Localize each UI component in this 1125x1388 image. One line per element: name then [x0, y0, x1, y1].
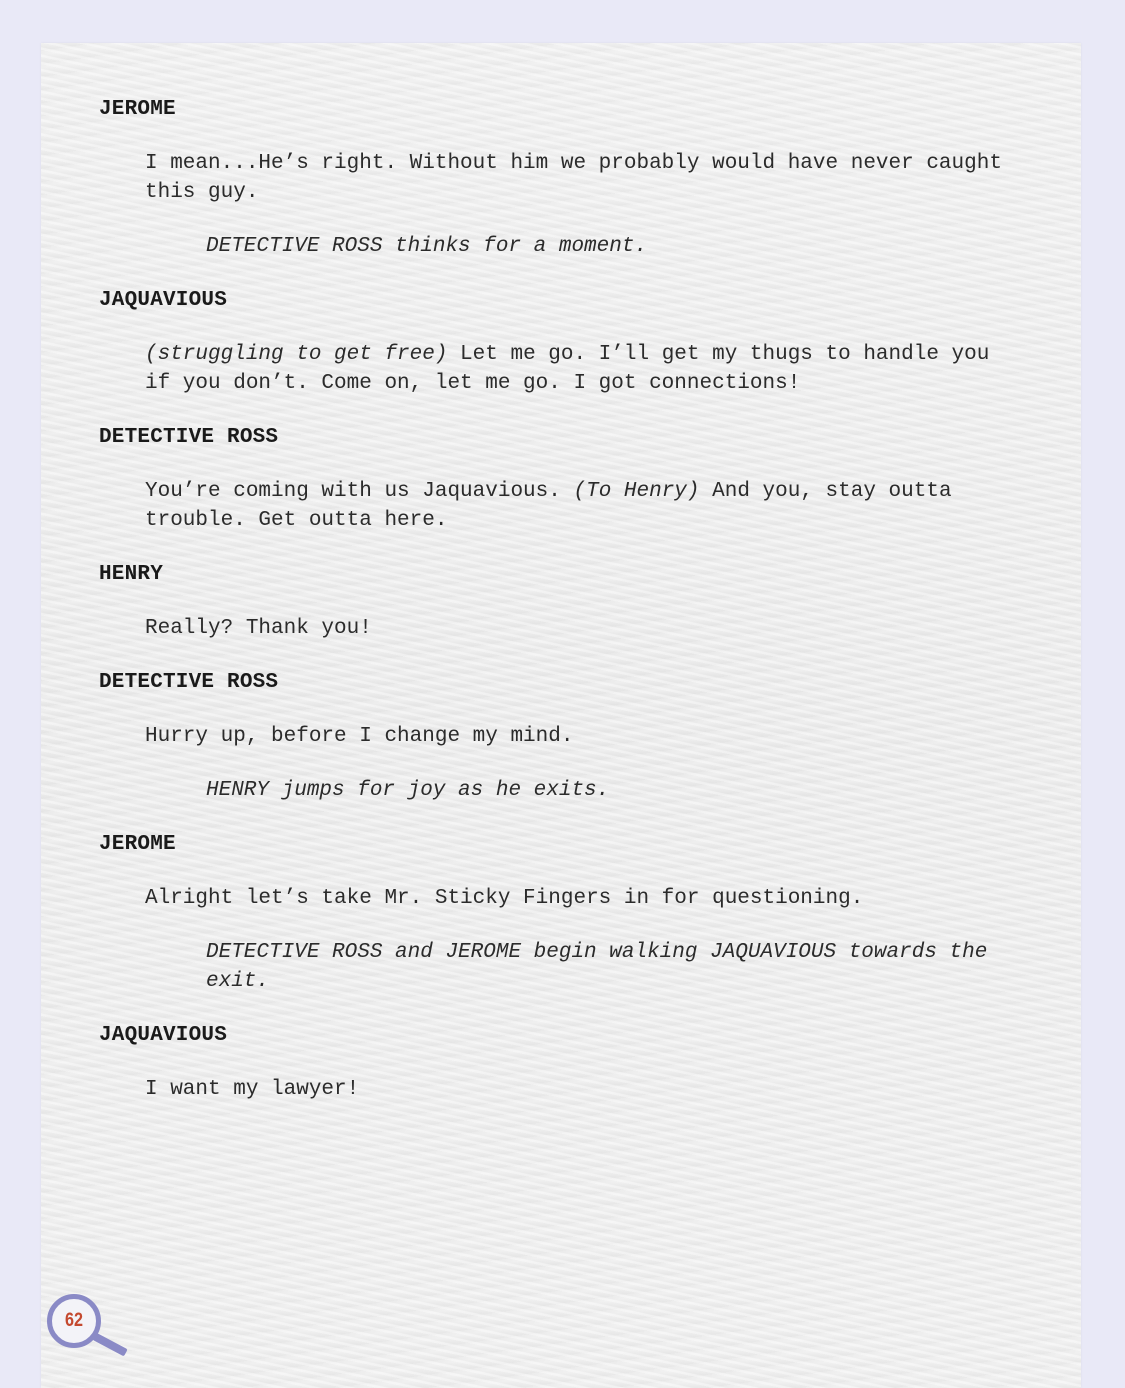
script-body	[99, 95, 1029, 1129]
dialogue-text: Let me go. I’ll get my thugs to handle you if you don’t. Come on, let me go. I got connections!	[145, 343, 990, 395]
dialogue-line: Hurry up, before I change my mind.	[145, 725, 574, 748]
character-name: DETECTIVE ROSS	[99, 426, 279, 449]
magnifying-glass-icon	[47, 1294, 137, 1354]
character-name: JAQUAVIOUS	[99, 289, 228, 312]
parenthetical: (struggling to get free)	[145, 343, 448, 366]
action-line: DETECTIVE ROSS and JEROME begin walking JAQUAVIOUS towards the exit.	[206, 941, 988, 993]
dialogue-line: I want my lawyer!	[145, 1078, 360, 1101]
script-page	[41, 43, 1081, 1388]
dialogue-line: Really? Thank you!	[145, 617, 372, 640]
character-name: JAQUAVIOUS	[99, 1024, 228, 1047]
dialogue-line	[145, 340, 1005, 398]
parenthetical: (To Henry)	[573, 480, 700, 503]
action-line: HENRY jumps for joy as he exits.	[206, 779, 610, 802]
dialogue-text: And you, stay outta trouble. Get outta here.	[145, 480, 952, 532]
page-number: 62	[65, 1310, 83, 1331]
dialogue-line: I mean...He’s right. Without him we probably would have never caught this guy.	[145, 152, 1002, 204]
character-name: JEROME	[99, 833, 176, 856]
character-name: HENRY	[99, 563, 164, 586]
character-name: JEROME	[99, 98, 176, 121]
action-line: DETECTIVE ROSS thinks for a moment.	[206, 235, 648, 258]
dialogue-text: You’re coming with us Jaquavious.	[145, 480, 574, 503]
dialogue-line: Alright let’s take Mr. Sticky Fingers in for questioning.	[145, 887, 864, 910]
dialogue-line	[145, 477, 1005, 535]
character-name: DETECTIVE ROSS	[99, 671, 279, 694]
magnifier-handle	[92, 1332, 128, 1356]
